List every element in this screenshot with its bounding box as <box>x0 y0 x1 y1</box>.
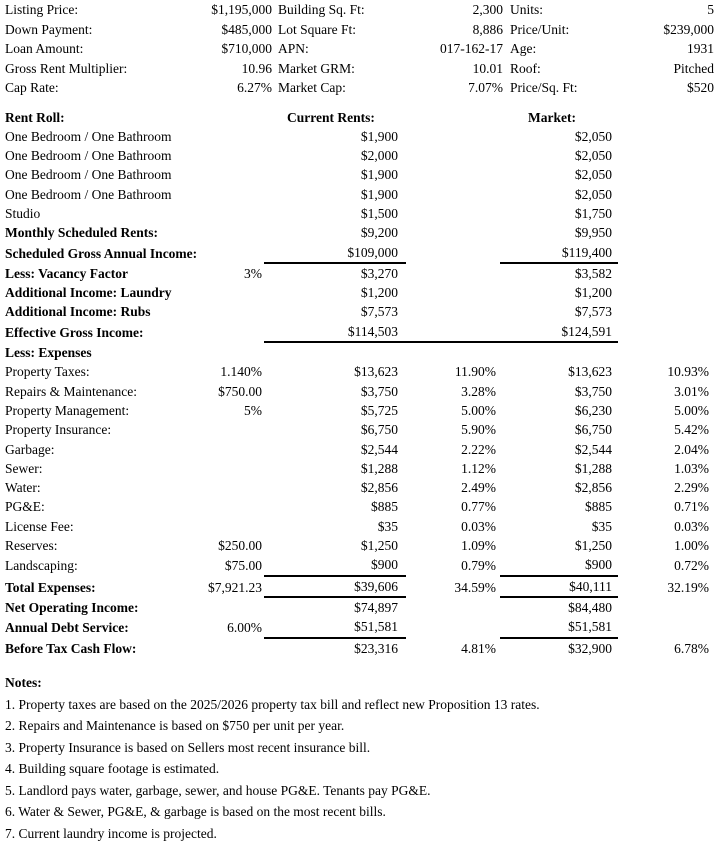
unit-current-rent: $1,500 <box>360 205 398 221</box>
additional-income-laundry-market: $1,200 <box>574 285 612 301</box>
age-value: 1931 <box>687 41 714 56</box>
expense-current: $900 <box>371 557 398 573</box>
expense-current: $13,623 <box>354 364 398 380</box>
unit-description: One Bedroom / One Bathroom <box>5 148 172 164</box>
total-expenses-market-pct: 32.19% <box>667 579 709 595</box>
unit-market-rent: $2,050 <box>574 186 612 202</box>
price-per-sqft-value: $520 <box>687 80 714 95</box>
price-per-unit-label: Price/Unit: <box>510 21 570 37</box>
expense-rate: $75.00 <box>224 558 262 574</box>
scheduled-gross-annual-income-current: $109,000 <box>264 243 406 263</box>
table-row <box>0 517 714 536</box>
note-item: 6. Water & Sewer, PG&E, & garbage is based on the most recent bills. <box>5 804 386 820</box>
expense-market-pct: 0.72% <box>674 558 709 574</box>
expense-market-pct: 2.29% <box>674 480 709 496</box>
cap-rate-label: Cap Rate: <box>5 80 59 95</box>
table-row <box>0 459 714 478</box>
expense-label: Garbage: <box>5 441 55 457</box>
net-operating-income-rate <box>158 597 264 617</box>
units-label: Units: <box>510 2 544 17</box>
table-row <box>0 185 714 204</box>
units-value: 5 <box>707 2 714 17</box>
price-per-unit-value: $239,000 <box>663 21 714 37</box>
expense-current: $6,750 <box>360 422 398 438</box>
unit-description: One Bedroom / One Bathroom <box>5 167 172 183</box>
expense-rate <box>158 478 264 497</box>
before-tax-cash-flow-market-pct: 6.78% <box>674 640 709 656</box>
additional-income-rubs-row <box>0 302 714 321</box>
annual-debt-service-current: $51,581 <box>264 617 406 637</box>
additional-income-laundry-row <box>0 283 714 302</box>
expense-rate: 5% <box>244 402 262 418</box>
price-per-sqft-label: Price/Sq. Ft: <box>510 80 578 95</box>
table-row <box>0 78 714 98</box>
expense-current-pct: 0.03% <box>461 518 496 534</box>
total-expenses-rate: $7,921.23 <box>208 579 262 595</box>
expense-market: $6,230 <box>574 402 612 418</box>
rent-roll-header-row <box>0 108 714 127</box>
monthly-scheduled-rents-current: $9,200 <box>360 225 398 241</box>
market-grm-value: 10.01 <box>472 60 503 76</box>
roof-label: Roof: <box>510 60 541 76</box>
down-payment-value: $485,000 <box>221 21 272 37</box>
expense-current: $2,544 <box>360 441 398 457</box>
expense-current: $3,750 <box>360 383 398 399</box>
expense-market: $900 <box>585 557 612 573</box>
grm-value: 10.96 <box>241 60 272 76</box>
expense-market: $1,288 <box>574 460 612 476</box>
monthly-scheduled-rents-market: $9,950 <box>574 225 612 241</box>
before-tax-cash-flow-row <box>0 638 714 658</box>
annual-debt-service-row <box>0 617 714 637</box>
expense-market: $6,750 <box>574 422 612 438</box>
expense-market-pct: 1.03% <box>674 460 709 476</box>
table-row <box>0 146 714 165</box>
table-row <box>0 440 714 459</box>
notes-title: Notes: <box>5 674 42 690</box>
expense-market: $2,856 <box>574 480 612 496</box>
additional-income-rubs-current: $7,573 <box>360 304 398 320</box>
listing-price-value: $1,195,000 <box>211 2 272 17</box>
vacancy-factor-market: $3,582 <box>574 265 612 281</box>
market-cap-value: 7.07% <box>468 80 503 95</box>
net-operating-income-market: $84,480 <box>568 599 612 615</box>
table-row <box>0 420 714 439</box>
total-expenses-current-pct: 34.59% <box>454 579 496 595</box>
vacancy-factor-current: $3,270 <box>360 265 398 281</box>
expense-current-pct: 1.09% <box>461 538 496 554</box>
expense-label: Repairs & Maintenance: <box>5 383 137 399</box>
unit-current-rent: $1,900 <box>360 128 398 144</box>
table-row <box>0 0 714 20</box>
scheduled-gross-annual-income-label: Scheduled Gross Annual Income: <box>5 245 198 261</box>
total-expenses-label: Total Expenses: <box>5 579 96 595</box>
unit-description: One Bedroom / One Bathroom <box>5 186 172 202</box>
loan-amount-value: $710,000 <box>221 41 272 56</box>
expenses-title: Less: Expenses <box>5 345 92 361</box>
annual-debt-service-rate: 6.00% <box>227 620 262 636</box>
unit-current-rent: $2,000 <box>360 148 398 164</box>
expense-label: Property Insurance: <box>5 422 112 438</box>
expense-market-pct: 2.04% <box>674 441 709 457</box>
loan-amount-label: Loan Amount: <box>5 41 84 56</box>
expense-label: Water: <box>5 480 41 496</box>
table-row <box>0 59 714 79</box>
expense-label: Reserves: <box>5 538 58 554</box>
expense-current-pct: 0.77% <box>461 499 496 515</box>
unit-description: One Bedroom / One Bathroom <box>5 128 172 144</box>
expense-current: $2,856 <box>360 480 398 496</box>
table-row <box>0 20 714 40</box>
before-tax-cash-flow-market: $32,900 <box>568 640 612 656</box>
note-item: 1. Property taxes are based on the 2025/2026 property tax bill and reflect new Proposition 13 rates. <box>5 696 540 712</box>
expense-rate <box>158 459 264 478</box>
expense-market: $1,250 <box>574 538 612 554</box>
expense-market-pct: 5.00% <box>674 402 709 418</box>
expense-current: $885 <box>371 499 398 515</box>
building-sqft-label: Building Sq. Ft: <box>278 2 365 17</box>
listing-price-label: Listing Price: <box>5 2 79 17</box>
additional-income-laundry-current: $1,200 <box>360 285 398 301</box>
expense-current: $35 <box>377 518 398 534</box>
table-row <box>0 497 714 516</box>
table-row <box>0 536 714 555</box>
unit-market-rent: $2,050 <box>574 128 612 144</box>
expense-market: $13,623 <box>568 364 612 380</box>
unit-description: Studio <box>5 205 41 221</box>
scheduled-gross-annual-income-row <box>0 243 714 263</box>
note-item: 7. Current laundry income is projected. <box>5 825 217 841</box>
expense-current-pct: 1.12% <box>461 460 496 476</box>
unit-current-rent: $1,900 <box>360 186 398 202</box>
scheduled-gross-annual-income-market: $119,400 <box>500 243 618 263</box>
expense-market-pct: 5.42% <box>674 422 709 438</box>
market-rents-header: Market: <box>528 109 576 125</box>
expense-current: $1,288 <box>360 460 398 476</box>
effective-gross-income-market: $124,591 <box>500 322 618 342</box>
additional-income-rubs-label: Additional Income: Rubs <box>5 304 151 320</box>
expense-rate: 1.140% <box>220 364 262 380</box>
effective-gross-income-row <box>0 322 714 342</box>
before-tax-cash-flow-label: Before Tax Cash Flow: <box>5 640 137 656</box>
expense-market-pct: 0.71% <box>674 499 709 515</box>
expense-market: $35 <box>591 518 612 534</box>
net-operating-income-row <box>0 597 714 617</box>
expense-market: $2,544 <box>574 441 612 457</box>
before-tax-cash-flow-current-pct: 4.81% <box>461 640 496 656</box>
lot-square-ft-value: 8,886 <box>472 21 503 37</box>
total-expenses-current: $39,606 <box>264 576 406 597</box>
expense-market: $3,750 <box>574 383 612 399</box>
down-payment-label: Down Payment: <box>5 21 93 37</box>
expense-label: Landscaping: <box>5 558 78 574</box>
spacer-row <box>0 98 714 108</box>
unit-market-rent: $2,050 <box>574 148 612 164</box>
table-row <box>0 362 714 381</box>
unit-market-rent: $2,050 <box>574 167 612 183</box>
expense-market-pct: 1.00% <box>674 538 709 554</box>
apn-value: 017-162-17 <box>440 41 503 56</box>
note-item: 3. Property Insurance is based on Sellers most recent insurance bill. <box>5 739 371 755</box>
expense-rate <box>158 440 264 459</box>
additional-income-laundry-label: Additional Income: Laundry <box>5 285 172 301</box>
expense-rate <box>158 420 264 439</box>
market-cap-label: Market Cap: <box>278 80 346 95</box>
expense-current-pct: 2.22% <box>461 441 496 457</box>
effective-gross-income-label: Effective Gross Income: <box>5 324 144 340</box>
expense-current-pct: 5.90% <box>461 422 496 438</box>
expense-label: License Fee: <box>5 518 74 534</box>
expense-rate <box>158 497 264 516</box>
cap-rate-value: 6.27% <box>237 80 272 95</box>
expense-current-pct: 5.00% <box>461 402 496 418</box>
table-row <box>0 204 714 223</box>
expense-market: $885 <box>585 499 612 515</box>
table-row <box>0 401 714 420</box>
effective-gross-income-current: $114,503 <box>264 322 406 342</box>
annual-debt-service-label: Annual Debt Service: <box>5 620 129 636</box>
note-item: 2. Repairs and Maintenance is based on $750 per unit per year. <box>5 718 345 734</box>
market-grm-label: Market GRM: <box>278 60 355 76</box>
vacancy-factor-label: Less: Vacancy Factor <box>5 265 128 281</box>
lot-square-ft-label: Lot Square Ft: <box>278 21 356 37</box>
unit-current-rent: $1,900 <box>360 167 398 183</box>
expense-current-pct: 2.49% <box>461 480 496 496</box>
operating-statement-table <box>0 98 714 658</box>
monthly-scheduled-rents-row <box>0 223 714 242</box>
total-expenses-market: $40,111 <box>500 576 618 597</box>
before-tax-cash-flow-current: $23,316 <box>354 640 398 656</box>
total-expenses-row <box>0 576 714 597</box>
expense-market-pct: 3.01% <box>674 383 709 399</box>
notes-section <box>0 658 714 844</box>
table-row <box>0 165 714 184</box>
vacancy-factor-row <box>0 263 714 283</box>
expense-market-pct: 0.03% <box>674 518 709 534</box>
note-item: 5. Landlord pays water, garbage, sewer, and house PG&E. Tenants pay PG&E. <box>5 782 431 798</box>
table-row <box>0 478 714 497</box>
table-row <box>0 127 714 146</box>
expense-label: Property Taxes: <box>5 364 90 380</box>
age-label: Age: <box>510 41 537 56</box>
expense-current: $1,250 <box>360 538 398 554</box>
expenses-title-row <box>0 342 714 362</box>
building-sqft-value: 2,300 <box>472 2 503 17</box>
current-rents-header: Current Rents: <box>287 109 375 125</box>
expense-rate <box>158 517 264 536</box>
table-row <box>0 382 714 401</box>
expense-current-pct: 11.90% <box>454 364 496 380</box>
table-row <box>0 39 714 59</box>
expense-current: $5,725 <box>360 402 398 418</box>
expense-market-pct: 10.93% <box>667 364 709 380</box>
apn-label: APN: <box>278 41 309 56</box>
additional-income-rubs-market: $7,573 <box>574 304 612 320</box>
net-operating-income-label: Net Operating Income: <box>5 599 139 615</box>
grm-label: Gross Rent Multiplier: <box>5 60 128 76</box>
net-operating-income-current: $74,897 <box>354 599 398 615</box>
expense-current-pct: 0.79% <box>461 558 496 574</box>
vacancy-factor-rate: 3% <box>244 265 262 281</box>
roof-value: Pitched <box>673 60 714 76</box>
monthly-scheduled-rents-label: Monthly Scheduled Rents: <box>5 225 159 241</box>
property-summary-table <box>0 0 714 98</box>
expense-label: Property Management: <box>5 402 130 418</box>
annual-debt-service-market: $51,581 <box>500 617 618 637</box>
note-item: 4. Building square footage is estimated. <box>5 761 220 777</box>
expense-rate: $250.00 <box>218 538 262 554</box>
expense-label: Sewer: <box>5 460 43 476</box>
rent-roll-title: Rent Roll: <box>5 109 65 125</box>
expense-rate: $750.00 <box>218 383 262 399</box>
expense-label: PG&E: <box>5 499 45 515</box>
unit-market-rent: $1,750 <box>574 205 612 221</box>
table-row <box>0 555 714 575</box>
expense-current-pct: 3.28% <box>461 383 496 399</box>
